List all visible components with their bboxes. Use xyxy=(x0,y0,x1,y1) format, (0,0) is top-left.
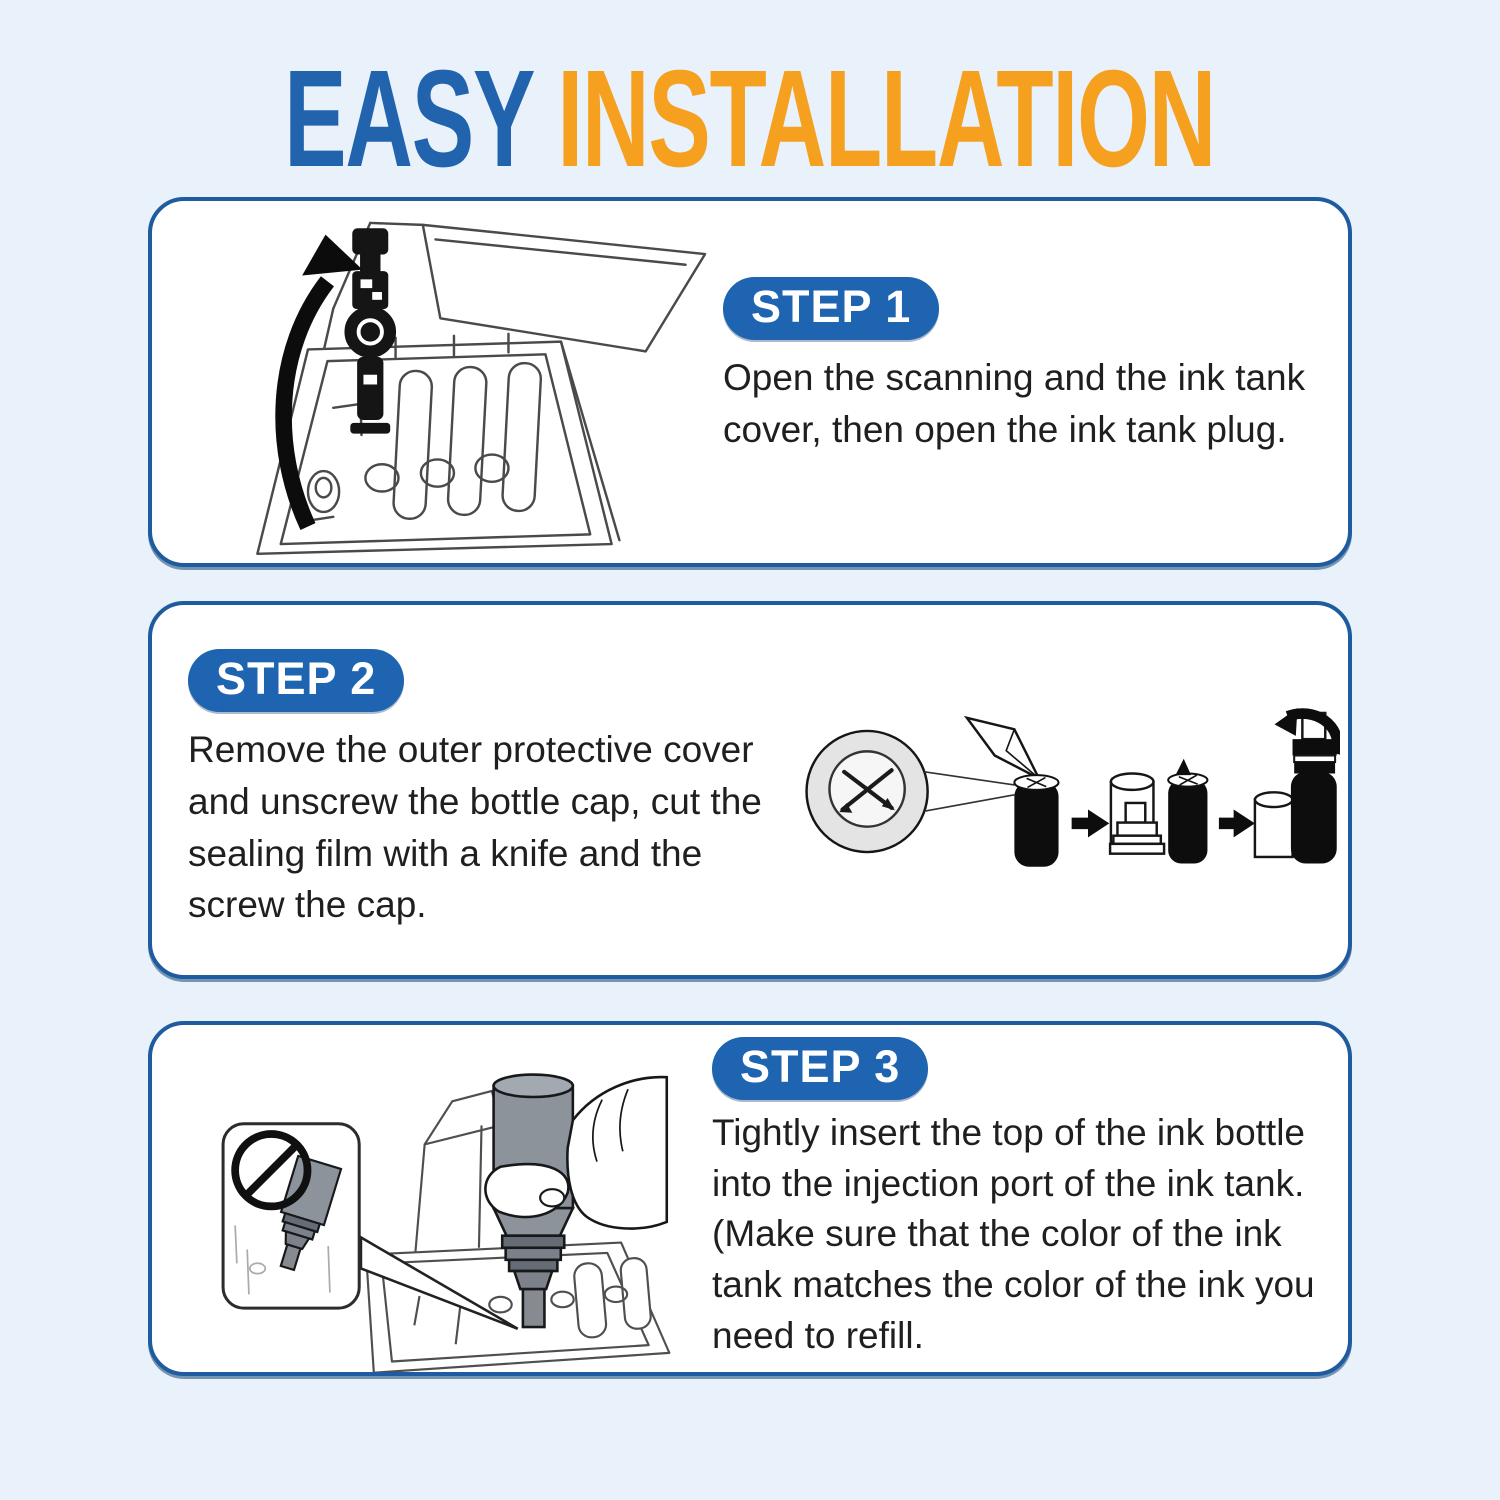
knife-icon xyxy=(967,718,1039,779)
outer-cover-and-cap xyxy=(1110,774,1164,854)
cap-top-magnified-view xyxy=(807,731,1015,852)
tank-lever-sketch-1 xyxy=(573,1262,607,1338)
printer-ink-tank-drawing xyxy=(162,211,707,556)
step1-badge: STEP 1 xyxy=(723,277,939,340)
title-word-easy: EASY xyxy=(284,42,533,196)
right-arrow-icon xyxy=(1219,810,1255,838)
step2-badge: STEP 2 xyxy=(188,649,404,712)
ink-bottle-cut-film xyxy=(1014,775,1058,867)
step1-illustration xyxy=(152,201,717,563)
step3-card xyxy=(148,1021,1352,1376)
step3-content xyxy=(712,1025,1348,1372)
right-arrow-icon xyxy=(1072,810,1110,838)
ink-tank-lever-2 xyxy=(447,366,487,515)
ink-bottle-uncapped xyxy=(1168,759,1207,864)
page-title xyxy=(284,42,1216,196)
step3-badge: STEP 3 xyxy=(712,1037,928,1100)
insert-bottle-drawing xyxy=(162,1041,702,1376)
step3-text: Tightly insert the top of the ink bottle into the injection port of the ink tank.(Make sure that the color of the ink tank matches the color of the ink you need to refill. xyxy=(712,1112,1315,1356)
ink-tank-lever-3 xyxy=(502,362,542,511)
step1-content xyxy=(717,201,1348,563)
step2-card xyxy=(148,601,1352,979)
step1-card xyxy=(148,197,1352,567)
step2-illustration xyxy=(792,605,1348,975)
tank-lever-sketch-2 xyxy=(620,1257,652,1330)
outer-cover-removed xyxy=(1255,792,1293,857)
step1-text: Open the scanning and the ink tank cover, then open the ink tank plug. xyxy=(723,357,1306,450)
bottle-prep-sequence-drawing xyxy=(800,703,1340,871)
ink-tank-lever-1 xyxy=(393,370,433,519)
page-header xyxy=(0,0,1500,196)
title-word-installation: INSTALLATION xyxy=(557,42,1216,196)
steps-list xyxy=(148,197,1352,1376)
step2-text: Remove the outer protective cover and unscrew the bottle cap, cut the sealing film with a knife and the screw the cap. xyxy=(188,729,762,926)
step3-illustration xyxy=(152,1025,712,1372)
step2-content xyxy=(152,605,792,975)
no-tilt-callout xyxy=(223,1124,359,1308)
